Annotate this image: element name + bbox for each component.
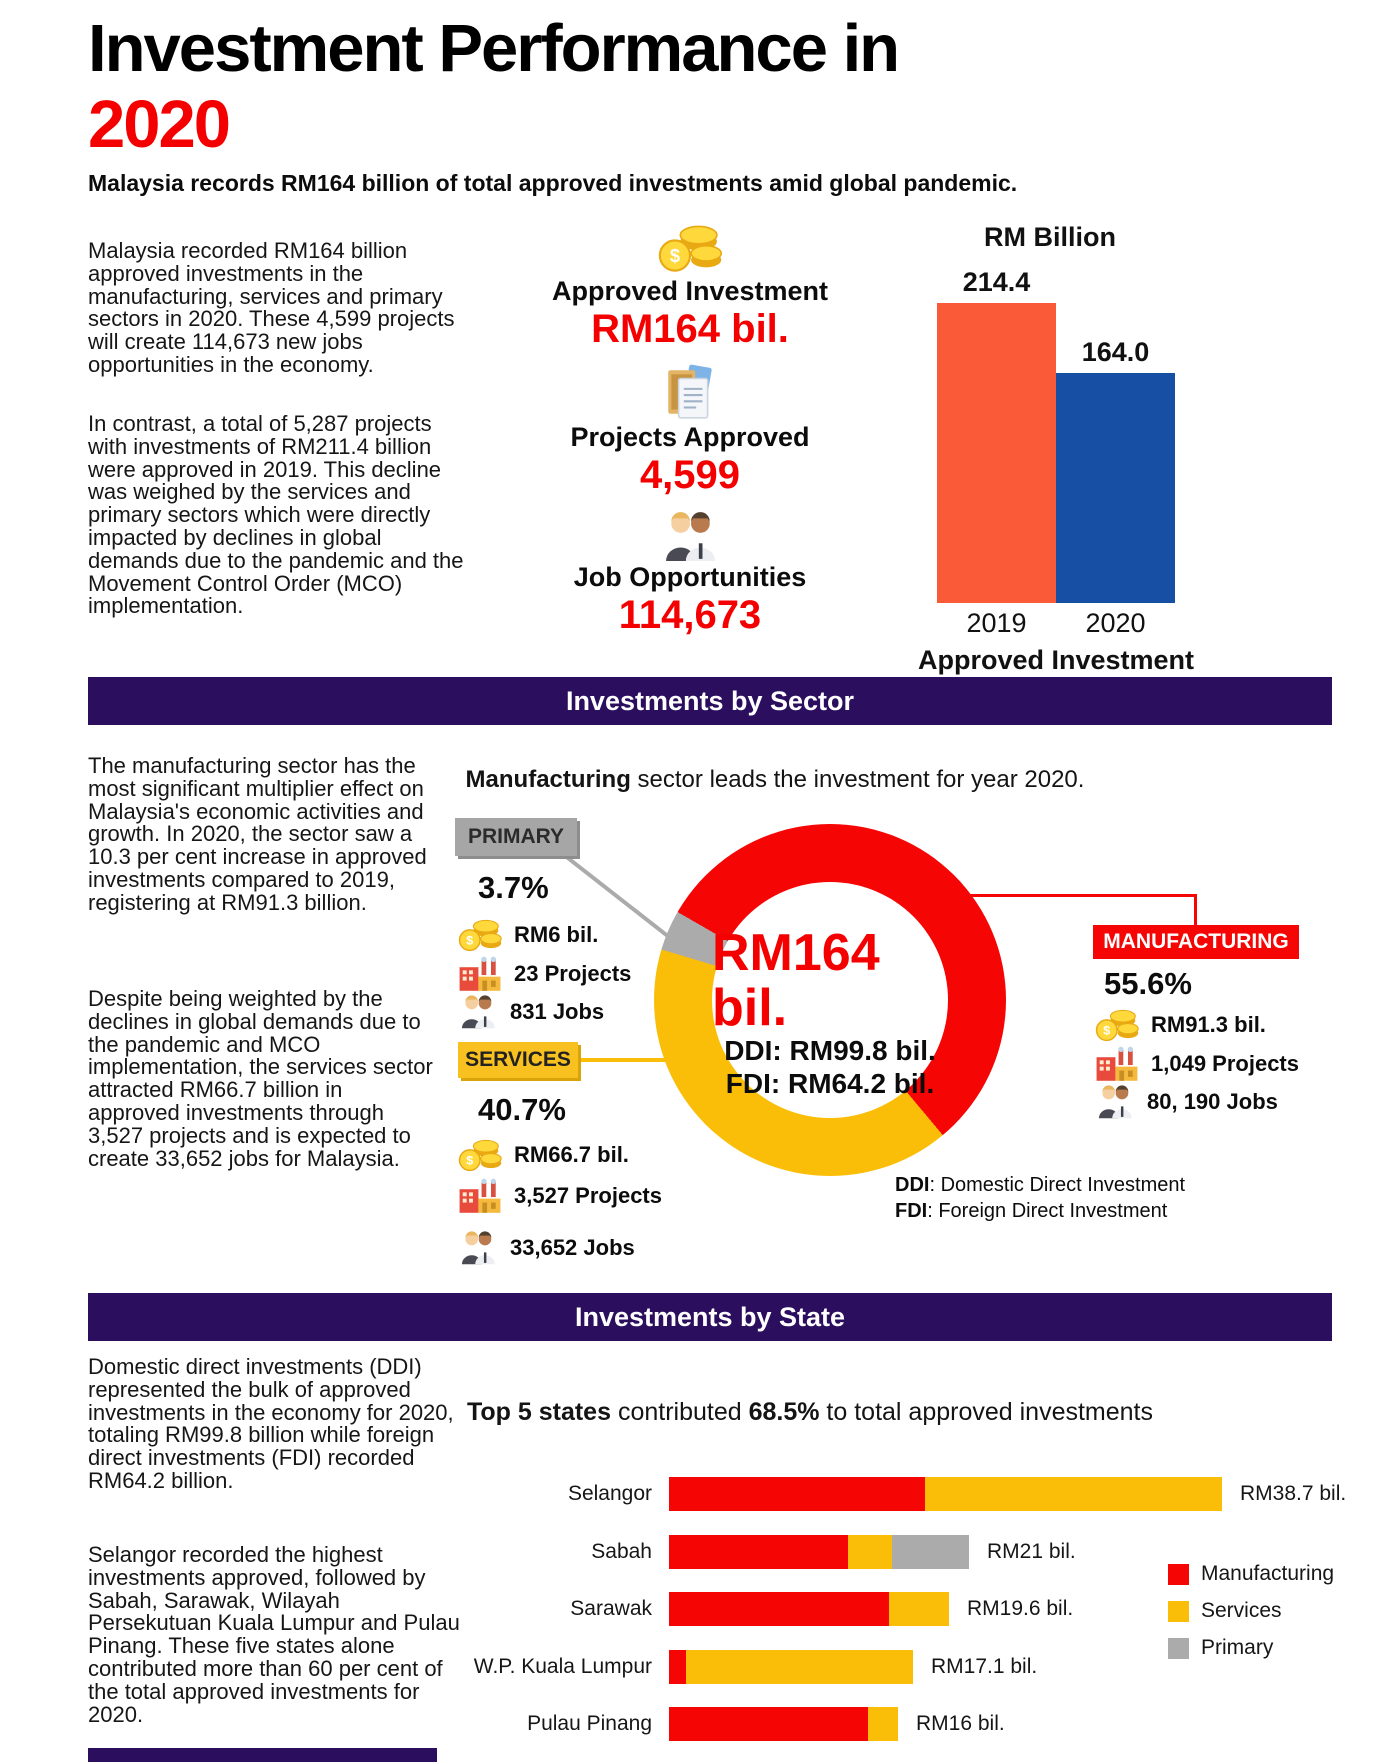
year-bar-value-2019: 214.4 xyxy=(962,267,1031,297)
year-bar-value-2020: 164.0 xyxy=(1081,337,1150,367)
state-bar-4 xyxy=(669,1707,898,1741)
state-bar-2 xyxy=(669,1592,949,1626)
state-bar-3 xyxy=(669,1650,913,1684)
legend-item-manufacturing xyxy=(1168,1562,1334,1586)
services-projects: 3,527 Projects xyxy=(514,1182,662,1208)
coins-icon xyxy=(500,220,880,276)
state-heading-rest-1: contributed xyxy=(611,1398,749,1426)
state-bar-4-segment-services xyxy=(868,1707,898,1741)
state-bar-3-segment-manufacturing xyxy=(669,1650,686,1684)
factory-icon xyxy=(458,1178,502,1213)
coins-icon xyxy=(458,1136,502,1174)
kpi-job-opportunities-value: 114,673 xyxy=(618,593,762,637)
legend-label-primary: Primary xyxy=(1201,1636,1274,1659)
primary-investment-row xyxy=(458,916,598,954)
coins-icon xyxy=(458,916,502,954)
section-banner-state: Investments by State xyxy=(88,1293,1332,1341)
sector-paragraph-1: The manufacturing sector has the most significant multiplier effect on Malaysia's economic activities and growth. In 2020, the sector saw a 10.3 per cent increase in approved investments compared to 2019, registering at RM91.3 billion. xyxy=(88,753,427,915)
sector-heading-bold: Manufacturing xyxy=(465,766,631,793)
year-chart-title: RM Billion xyxy=(984,222,1116,252)
state-bar-2-segment-services xyxy=(889,1592,949,1626)
manufacturing-share: 55.6% xyxy=(1104,966,1192,1001)
state-chart-heading xyxy=(430,1398,1190,1427)
state-total-3: RM17.1 bil. xyxy=(931,1655,1038,1678)
state-label-2: Sarawak xyxy=(570,1597,652,1620)
state-heading-bold-2: 68.5% xyxy=(748,1398,820,1426)
services-jobs-row xyxy=(458,1230,635,1265)
primary-jobs: 831 Jobs xyxy=(510,998,605,1024)
ddi-fdi-footnote xyxy=(895,1172,1185,1224)
sector-heading-rest: sector leads the investment for year 2020. xyxy=(630,766,1085,793)
state-bar-4-segment-manufacturing xyxy=(669,1707,868,1741)
primary-investment: RM6 bil. xyxy=(514,922,599,947)
manufacturing-projects: 1,049 Projects xyxy=(1151,1050,1299,1076)
kpi-column xyxy=(500,220,880,638)
state-total-1: RM21 bil. xyxy=(987,1540,1076,1563)
state-bar-0-segment-manufacturing xyxy=(669,1477,925,1511)
donut-center xyxy=(712,882,948,1118)
legend-item-primary xyxy=(1168,1636,1334,1660)
services-sector-tag: SERVICES xyxy=(458,1042,578,1078)
kpi-projects-approved-value: 4,599 xyxy=(639,453,741,497)
donut-ddi-value: DDI: RM99.8 bil. xyxy=(724,1035,936,1067)
state-bar-3-segment-services xyxy=(686,1650,913,1684)
page-title-line1: Investment Performance in xyxy=(88,11,899,86)
manufacturing-legend-swatch xyxy=(1168,1564,1189,1585)
manufacturing-investment-row xyxy=(1095,1006,1266,1044)
state-label-4: Pulau Pinang xyxy=(527,1712,652,1735)
services-investment: RM66.7 bil. xyxy=(514,1142,629,1167)
sector-paragraph-2: Despite being weighted by the declines in global demands due to the pandemic and MCO implementation, the services sector attracted RM66.7 billion in approved investments through 3,527 projects and is expected to create 33,652 jobs for Malaysia. xyxy=(88,986,433,1171)
page-title-year: 2020 xyxy=(88,87,230,162)
legend-item-services xyxy=(1168,1599,1334,1623)
ddi-label: DDI xyxy=(895,1174,930,1196)
kpi-job-opportunities-label: Job Opportunities xyxy=(573,562,807,592)
people-icon xyxy=(500,510,880,562)
services-connector-line xyxy=(578,1058,674,1062)
year-bar-label-2020: 2020 xyxy=(1085,608,1146,638)
ddi-text: : Domestic Direct Investment xyxy=(929,1174,1186,1196)
people-icon xyxy=(458,994,498,1029)
year-chart-axis-label: Approved Investment xyxy=(917,645,1195,675)
state-bar-1-segment-services xyxy=(848,1535,892,1569)
documents-icon xyxy=(500,364,880,422)
services-projects-row xyxy=(458,1178,662,1213)
page-subtitle: Malaysia records RM164 billion of total approved investments amid global pandemic. xyxy=(88,170,1018,196)
state-bar-2-segment-manufacturing xyxy=(669,1592,889,1626)
primary-share: 3.7% xyxy=(478,870,549,905)
section-banner-sector: Investments by Sector xyxy=(88,677,1332,725)
services-investment-row xyxy=(458,1136,629,1174)
primary-legend-swatch xyxy=(1168,1638,1189,1659)
manufacturing-connector-elbow xyxy=(1194,894,1197,927)
donut-fdi-value: FDI: RM64.2 bil. xyxy=(725,1067,935,1099)
state-total-0: RM38.7 bil. xyxy=(1240,1482,1347,1505)
manufacturing-projects-row xyxy=(1095,1046,1299,1081)
state-heading-bold-1: Top 5 states xyxy=(466,1398,611,1426)
services-legend-swatch xyxy=(1168,1601,1189,1622)
state-bar-0-segment-services xyxy=(925,1477,1222,1511)
fdi-label: FDI xyxy=(895,1200,928,1222)
manufacturing-jobs: 80, 190 Jobs xyxy=(1147,1088,1278,1114)
legend-label-services: Services xyxy=(1201,1599,1282,1622)
people-icon xyxy=(1095,1084,1135,1119)
sector-chart-heading xyxy=(420,766,1130,794)
coins-icon xyxy=(1095,1006,1139,1044)
state-bar-0 xyxy=(669,1477,1222,1511)
factory-icon xyxy=(1095,1046,1139,1081)
intro-paragraph-1: Malaysia recorded RM164 billion approved investments in the manufacturing, services and primary sectors in 2020. These 4,599 projects will create 114,673 new jobs opportunities in the economy. xyxy=(88,238,455,377)
donut-total-value: RM164 bil. xyxy=(712,924,880,1037)
services-share: 40.7% xyxy=(478,1092,566,1127)
state-label-0: Selangor xyxy=(567,1482,652,1505)
state-paragraph-1: Domestic direct investments (DDI) represented the bulk of approved investments in the economy for 2020, totaling RM99.8 billion while foreign direct investments (FDI) recorded RM64.2 billion. xyxy=(88,1354,454,1493)
bottom-banner-strip xyxy=(88,1748,437,1762)
year-bar-2020 xyxy=(1056,373,1175,603)
primary-jobs-row xyxy=(458,994,604,1029)
state-heading-rest-2: to total approved investments xyxy=(819,1398,1154,1426)
state-total-4: RM16 bil. xyxy=(916,1712,1005,1735)
fdi-text: : Foreign Direct Investment xyxy=(927,1200,1168,1222)
kpi-approved-investment-value: RM164 bil. xyxy=(591,307,789,351)
kpi-projects-approved-label: Projects Approved xyxy=(570,422,810,452)
services-jobs: 33,652 Jobs xyxy=(510,1234,635,1260)
year-bar-label-2019: 2019 xyxy=(966,608,1027,638)
state-bar-1-segment-primary xyxy=(892,1535,969,1569)
state-paragraph-2: Selangor recorded the highest investments approved, followed by Sabah, Sarawak, Wilayah Persekutuan Kuala Lumpur and Pulau Pinang. These five states alone contributed more than 60 per cent of the total approved investments for 2020. xyxy=(88,1542,460,1727)
intro-paragraph-2: In contrast, a total of 5,287 projects with investments of RM211.4 billion were approved in 2019. This decline was weighed by the services and primary sectors which were directly impacted by declines in global demands due to the pandemic and the Movement Control Order (MCO) implementation. xyxy=(88,411,464,619)
kpi-approved-investment-label: Approved Investment xyxy=(551,276,829,306)
state-chart-legend xyxy=(1168,1562,1334,1660)
year-bar-2019 xyxy=(937,303,1056,603)
state-label-1: Sabah xyxy=(591,1540,652,1563)
manufacturing-investment: RM91.3 bil. xyxy=(1151,1012,1266,1037)
manufacturing-sector-tag: MANUFACTURING xyxy=(1093,925,1299,959)
people-icon xyxy=(458,1230,498,1265)
state-bar-1 xyxy=(669,1535,969,1569)
primary-projects: 23 Projects xyxy=(514,960,632,986)
factory-icon xyxy=(458,956,502,991)
state-label-3: W.P. Kuala Lumpur xyxy=(473,1655,652,1678)
primary-sector-tag: PRIMARY xyxy=(455,818,577,856)
legend-label-manufacturing: Manufacturing xyxy=(1201,1562,1335,1585)
state-bar-1-segment-manufacturing xyxy=(669,1535,848,1569)
manufacturing-jobs-row xyxy=(1095,1084,1278,1119)
state-total-2: RM19.6 bil. xyxy=(967,1597,1074,1620)
sector-donut-chart xyxy=(654,824,1006,1176)
manufacturing-connector-line xyxy=(960,894,1197,897)
primary-projects-row xyxy=(458,956,631,991)
